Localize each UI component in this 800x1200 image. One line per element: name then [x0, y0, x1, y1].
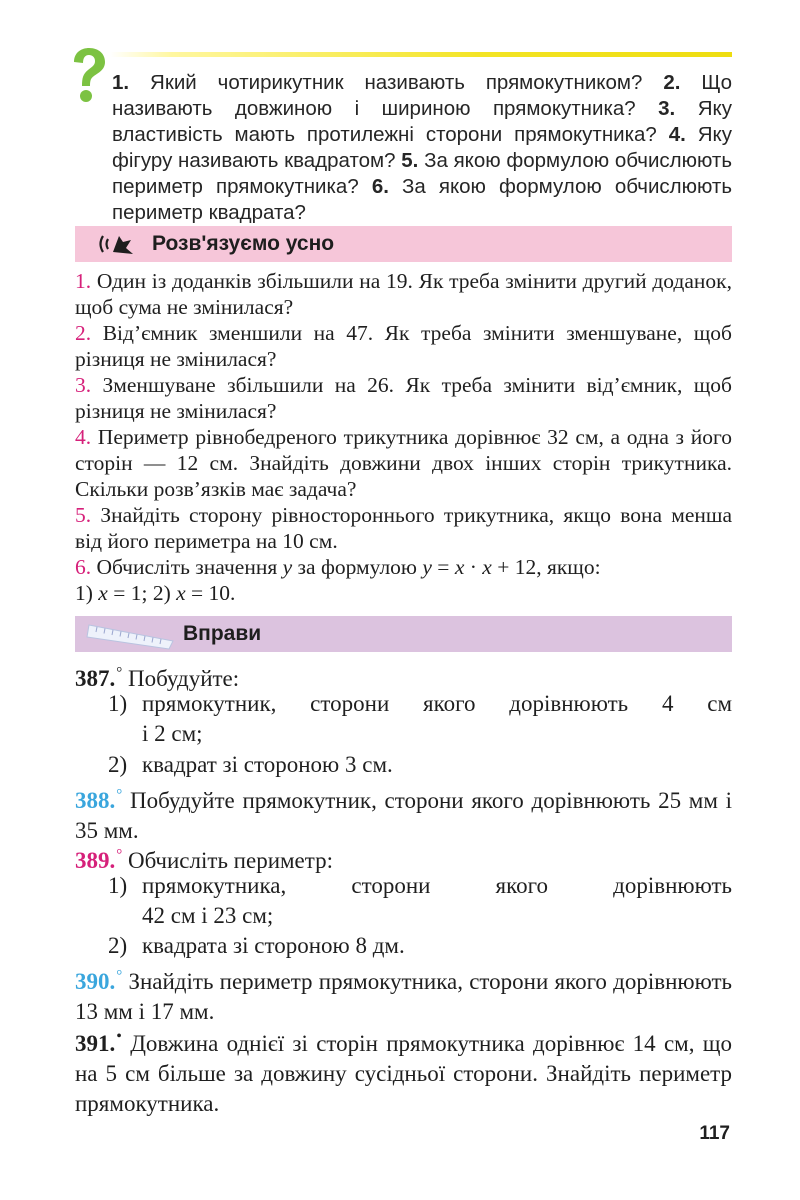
exercise-387: 387.° Побудуйте:: [75, 665, 240, 691]
exercise-387-part-1: 1) прямокутник, сторони якого дорівнюють 4 см і 2 см;: [108, 691, 732, 746]
oral-item: 2. Від’ємник зменшили на 47. Як треба змінити зменшуване, щоб різниця не змінилася?: [75, 321, 732, 371]
oral-item: 6. Обчисліть значення y за формулою y = x · x + 12, якщо: 1) x = 1; 2) x = 10.: [75, 555, 601, 605]
oral-section-title: Розв'язуємо усно: [152, 232, 335, 255]
oral-exercises: [75, 268, 732, 606]
oral-item: 4. Периметр рівнобедреного трикутника дорівнює 32 см, а одна з його сторін — 12 см. Знайдіть довжини двох інших сторін трикутника. Скільки розв’язків має задача?: [75, 425, 732, 501]
exercise-387-part-2: 2) квадрат зі стороною 3 см.: [108, 752, 393, 777]
exercise-389: 389.° Обчисліть периметр:: [75, 847, 333, 873]
speaking-hand-icon: [95, 230, 139, 264]
control-questions: 1. Який чотирикутник називають прямокутником? 2. Що називають довжиною і шириною прямокутника? 3. Яку властивість мають протилежні сторони прямокутника? 4. Яку фігуру називають квадратом? 5. За якою формулою обчислюють периметр прямокутника? 6. За якою формулою обчислюють периметр квадрата?: [112, 71, 733, 224]
exercise-389-part-1: 1) прямокутника, сторони якого дорівнюють 42 см і 23 см;: [108, 873, 732, 928]
page-number: 117: [699, 1123, 730, 1144]
oral-item: 5. Знайдіть сторону рівностороннього трикутника, якщо вона менша від його периметра на 10 см.: [75, 503, 733, 553]
exercise-388: 388.° Побудуйте прямокутник, сторони якого дорівнюють 25 мм і 35 мм.: [75, 787, 732, 843]
questions-divider: [110, 52, 732, 57]
exercise-391: 391.• Довжина однієї зі сторін прямокутника дорівнює 14 см, що на 5 см більше за довжину сусідньої сторони. Знайдіть периметр прямокутника.: [75, 1028, 732, 1116]
exercise-389-part-2: 2) квадрата зі стороною 8 дм.: [108, 933, 405, 958]
question-mark-icon: [68, 48, 108, 109]
exercise-section-title: Вправи: [183, 622, 262, 645]
oral-item: 3. Зменшуване збільшили на 26. Як треба змінити від’ємник, щоб різниця не змінилася?: [75, 373, 732, 423]
exercise-390: 390.° Знайдіть периметр прямокутника, сторони якого дорівнюють 13 мм і 17 мм.: [75, 968, 732, 1024]
oral-item: 1. Один із доданків збільшили на 19. Як треба змінити другий доданок, щоб сума не змінилася?: [75, 269, 732, 319]
exercise-section-header: [75, 616, 732, 652]
ruler-icon: [85, 619, 175, 657]
oral-section-header: [75, 226, 732, 262]
